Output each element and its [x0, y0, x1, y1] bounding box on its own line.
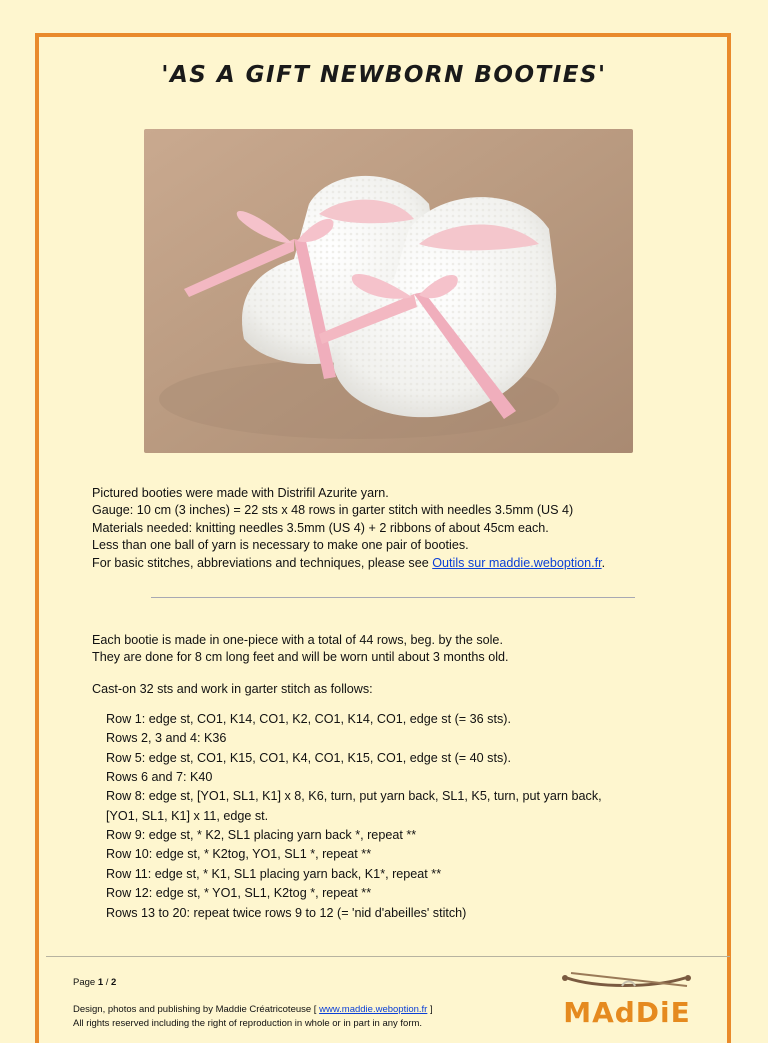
rows-list	[106, 710, 726, 923]
maddie-logo	[557, 968, 697, 1024]
row-instruction: Row 8: edge st, [YO1, SL1, K1] x 8, K6, turn, put yarn back, SL1, K5, turn, put yarn back,	[106, 788, 602, 803]
intro-line: Less than one ball of yarn is necessary to make one pair of booties.	[92, 538, 469, 553]
row-instruction: Rows 2, 3 and 4: K36	[106, 731, 227, 746]
row-instruction-continued: [YO1, SL1, K1] x 11, edge st.	[106, 808, 269, 823]
description-line: Each bootie is made in one-piece with a total of 44 rows, beg. by the sole.	[92, 633, 503, 647]
row-instruction: Row 9: edge st, * K2, SL1 placing yarn back *, repeat **	[106, 828, 417, 843]
intro-line: Gauge: 10 cm (3 inches) = 22 sts x 48 rows in garter stitch with needles 3.5mm (US 4)	[92, 503, 574, 518]
row-instruction: Rows 6 and 7: K40	[106, 770, 213, 785]
row-instruction: Row 11: edge st, * K1, SL1 placing yarn back, K1*, repeat **	[106, 866, 442, 881]
page-current: 1	[97, 977, 104, 988]
page-title: 'AS A GIFT NEWBORN BOOTIES'	[161, 62, 607, 88]
row-instruction: Row 5: edge st, CO1, K15, CO1, K4, CO1, K15, CO1, edge st (= 40 sts).	[106, 750, 511, 765]
outils-link[interactable]: Outils sur maddie.weboption.fr	[432, 555, 602, 570]
description-line: They are done for 8 cm long feet and will be worn until about 3 months old.	[92, 650, 509, 665]
section-divider	[151, 597, 635, 598]
credit-line	[73, 1004, 433, 1015]
credit-suffix: ]	[427, 1004, 433, 1015]
cast-on-line: Cast-on 32 sts and work in garter stitch as follows:	[92, 682, 373, 696]
row-instruction: Rows 13 to 20: repeat twice rows 9 to 12 (= 'nid d'abeilles' stitch)	[106, 905, 467, 920]
rights-line: All rights reserved including the right of reproduction in whole or in part in any form.	[73, 1018, 423, 1029]
description-block	[92, 632, 692, 667]
logo-text: MAdDiE	[563, 996, 691, 1024]
intro-line: Materials needed: knitting needles 3.5mm (US 4) + 2 ribbons of about 45cm each.	[92, 520, 549, 535]
cast-on-instruction	[92, 681, 692, 698]
intro-line: Pictured booties were made with Distrifil Azurite yarn.	[92, 486, 389, 500]
resources-prefix: For basic stitches, abbreviations and techniques, please see	[92, 555, 433, 570]
row-instruction: Row 10: edge st, * K2tog, YO1, SL1 *, repeat **	[106, 847, 372, 862]
resources-suffix: .	[601, 555, 606, 570]
page-separator: /	[103, 977, 112, 988]
footer-rule	[46, 956, 730, 957]
intro-line-resources	[92, 555, 692, 572]
row-instruction: Row 1: edge st, CO1, K14, CO1, K2, CO1, K14, CO1, edge st (= 36 sts).	[106, 712, 511, 726]
website-link[interactable]: www.maddie.weboption.fr	[319, 1004, 428, 1015]
intro-block	[92, 485, 692, 572]
page-total: 2	[111, 977, 117, 988]
credit-prefix: Design, photos and publishing by Maddie Créatricoteuse [	[73, 1004, 320, 1015]
page-label: Page	[73, 977, 98, 988]
booties-photo	[144, 129, 633, 453]
row-instruction: Row 12: edge st, * YO1, SL1, K2tog *, repeat **	[106, 886, 372, 901]
page-number	[73, 977, 116, 988]
